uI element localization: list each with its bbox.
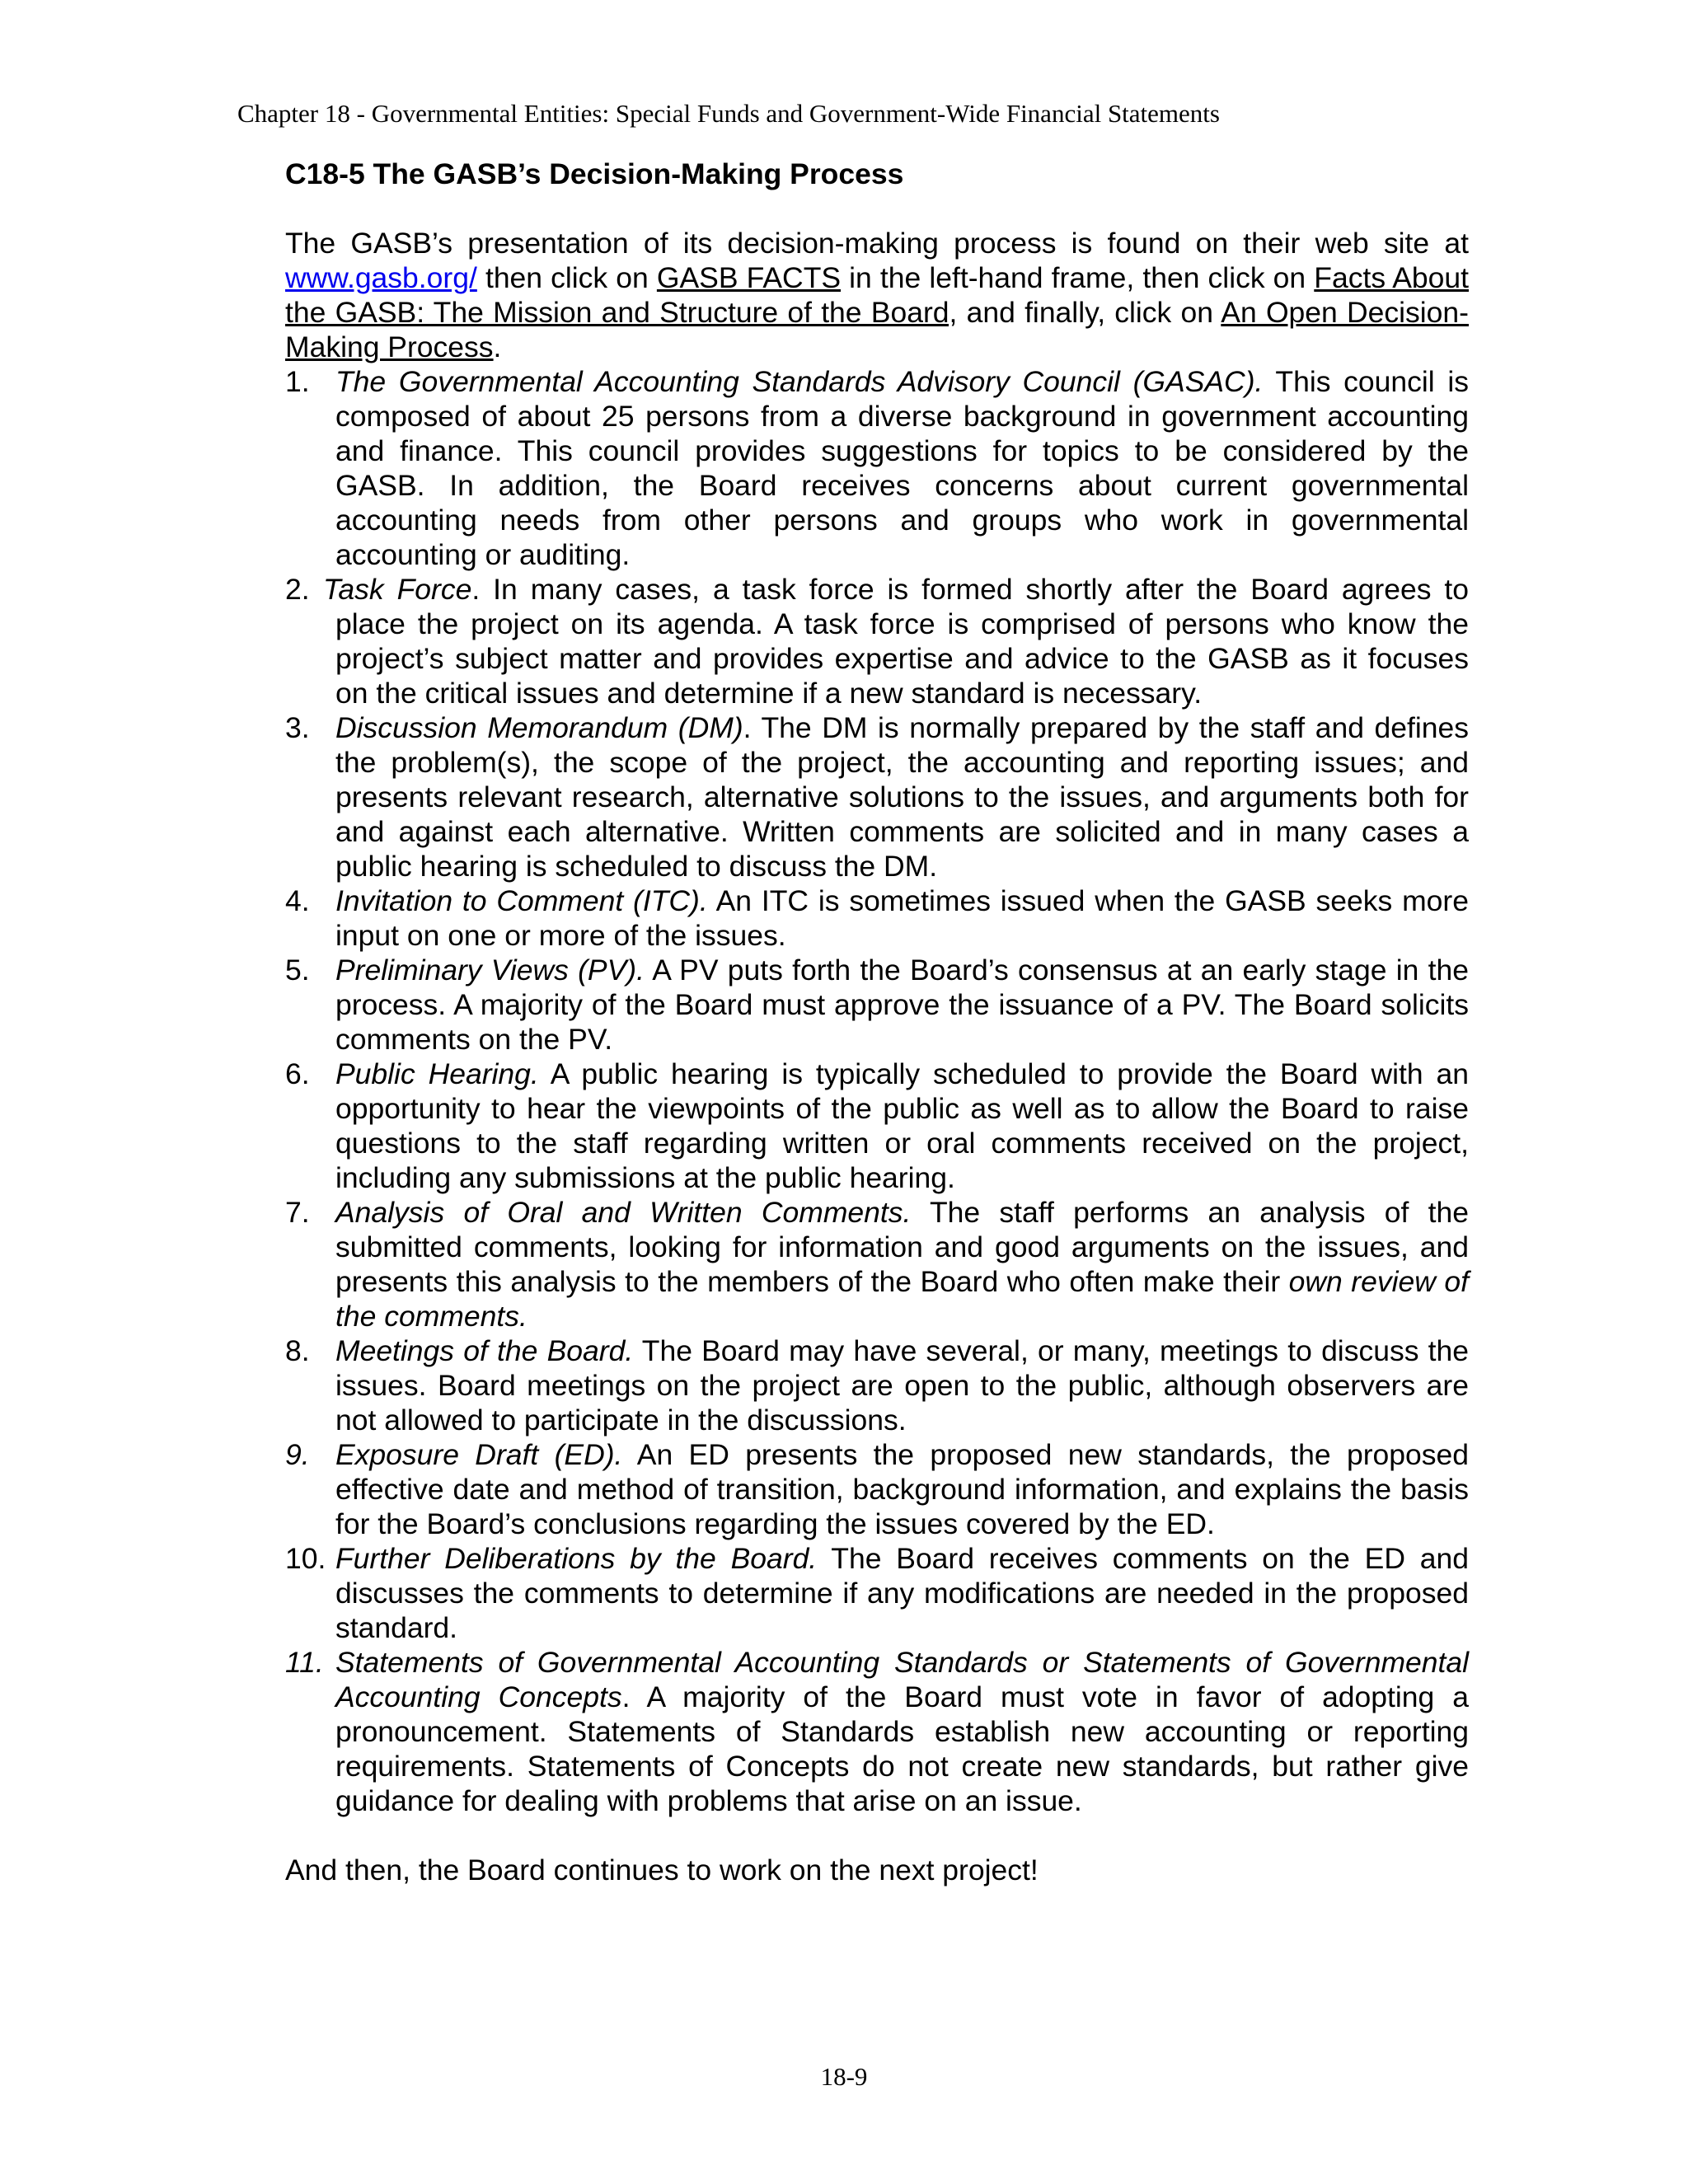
step-body: A public hearing is typically scheduled to provide the Board with an opportunity to hear the viewpoints of the public as well as to allow the Board to raise questions to the staff regarding written or oral comments received on the project, including any submissions at the public hearing. xyxy=(335,1057,1470,1194)
process-step xyxy=(285,710,1469,883)
decision-process-link[interactable]: An Open Decision-Making Process xyxy=(285,296,1469,363)
step-body-italic: own review of the comments. xyxy=(335,1265,1469,1333)
intro-paragraph xyxy=(285,226,1469,364)
step-body: . In many cases, a task force is formed shortly after the Board agrees to place the project on its agenda. A task force is comprised of persons who know the project’s subject matter and provides expertise and advice to the GASB as it focuses on the critical issues and determine if a new standard is necessary. xyxy=(335,573,1470,710)
process-step xyxy=(285,1645,1469,1818)
mission-structure-link[interactable]: Facts About the GASB: The Mission and Structure of the Board, xyxy=(285,261,1470,329)
step-number: 11. xyxy=(285,1646,324,1679)
step-number: 9. xyxy=(285,1438,310,1471)
process-step xyxy=(285,1333,1469,1437)
step-number: 1. xyxy=(285,365,310,398)
step-number: 5. xyxy=(285,954,310,987)
step-term: The Governmental Accounting Standards Advisory Council (GASAC). xyxy=(335,365,1264,398)
step-number: 7. xyxy=(285,1196,310,1229)
step-body: . A majority of the Board must vote in favor of adopting a pronouncement. Statements of Standards establish new accounting or reporting requirements. Statements of Concepts do not create new standards, but rather give guidance for dealing with problems that arise on an issue. xyxy=(335,1680,1469,1817)
step-body: An ITC is sometimes issued when the GASB seeks more input on one or more of the issues. xyxy=(335,884,1469,952)
intro-text: . xyxy=(493,330,502,363)
step-body: A PV puts forth the Board’s consensus at an early stage in the process. A majority of the Board must approve the issuance of a PV. The Board solicits comments on the PV. xyxy=(335,954,1469,1056)
intro-text: The GASB’s presentation of its decision-making process is found on their web site at xyxy=(285,227,1469,260)
process-step xyxy=(285,1195,1469,1333)
process-step xyxy=(285,1541,1469,1645)
process-steps-list xyxy=(285,364,1469,1818)
closing-paragraph: And then, the Board continues to work on the next project! xyxy=(285,1854,1039,1886)
step-term: Exposure Draft (ED). xyxy=(335,1438,623,1471)
page-number: 18-9 xyxy=(820,2062,868,2091)
step-term: Analysis of Oral and Written Comments. xyxy=(335,1196,912,1229)
step-number: 4. xyxy=(285,884,310,917)
step-term: Public Hearing. xyxy=(335,1057,539,1090)
intro-text: in the left-hand frame, then click on xyxy=(841,261,1315,294)
step-body: The staff performs an analysis of the submitted comments, looking for information and good arguments on the issues, and presents this analysis to the members of the Board who often make their xyxy=(335,1196,1469,1298)
step-number: 8. xyxy=(285,1334,310,1367)
step-body: An ED presents the proposed new standards, the proposed effective date and method of transition, background information, and explains the basis for the Board’s conclusions regarding the issues covered by the ED. xyxy=(335,1438,1470,1540)
step-body: . The DM is normally prepared by the staff and defines the problem(s), the scope of the project, the accounting and reporting issues; and presents relevant research, alternative solutions to the issues, and arguments both for and against each alternative. Written comments are solicited and in many cases a public hearing is scheduled to discuss the DM. xyxy=(335,711,1470,883)
process-step xyxy=(285,883,1469,953)
process-step xyxy=(285,572,1469,710)
step-term: Statements of Governmental Accounting Standards or Statements of Governmental Accounting Concepts xyxy=(335,1646,1469,1713)
intro-text: then click on xyxy=(476,261,657,294)
gasb-facts-link[interactable]: GASB FACTS xyxy=(656,261,842,294)
step-term: Further Deliberations by the Board. xyxy=(335,1542,818,1575)
page-content xyxy=(285,157,1469,1887)
running-header: Chapter 18 - Governmental Entities: Special Funds and Government-Wide Financial Statements xyxy=(237,99,1220,128)
step-term: Invitation to Comment (ITC). xyxy=(335,884,708,917)
process-step xyxy=(285,1437,1469,1541)
step-term: Discussion Memorandum (DM) xyxy=(335,711,743,744)
intro-text: and finally, click on xyxy=(957,296,1221,329)
gasb-website-link[interactable]: www.gasb.org/ xyxy=(285,261,477,294)
process-step xyxy=(285,953,1469,1057)
step-number: 3. xyxy=(285,711,310,744)
step-number: 6. xyxy=(285,1057,310,1090)
step-number: 2. xyxy=(285,573,310,606)
step-body: The Board may have several, or many, meetings to discuss the issues. Board meetings on the project are open to the public, although observers are not allowed to participate in the discussions. xyxy=(335,1334,1469,1436)
step-body: This council is composed of about 25 persons from a diverse background in government accounting and finance. This council provides suggestions for topics to be considered by the GASB. In addition, the Board receives concerns about current governmental accounting needs from other persons and groups who work in governmental accounting or auditing. xyxy=(335,365,1470,571)
step-number: 10. xyxy=(285,1542,326,1575)
process-step xyxy=(285,1057,1469,1195)
section-title: C18-5 The GASB’s Decision-Making Process xyxy=(285,157,904,190)
step-term: Meetings of the Board. xyxy=(335,1334,634,1367)
step-term: Task Force xyxy=(323,573,472,606)
step-term: Preliminary Views (PV). xyxy=(335,954,645,987)
process-step xyxy=(285,364,1469,572)
step-body: The Board receives comments on the ED and discusses the comments to determine if any modifications are needed in the proposed standard. xyxy=(335,1542,1469,1644)
